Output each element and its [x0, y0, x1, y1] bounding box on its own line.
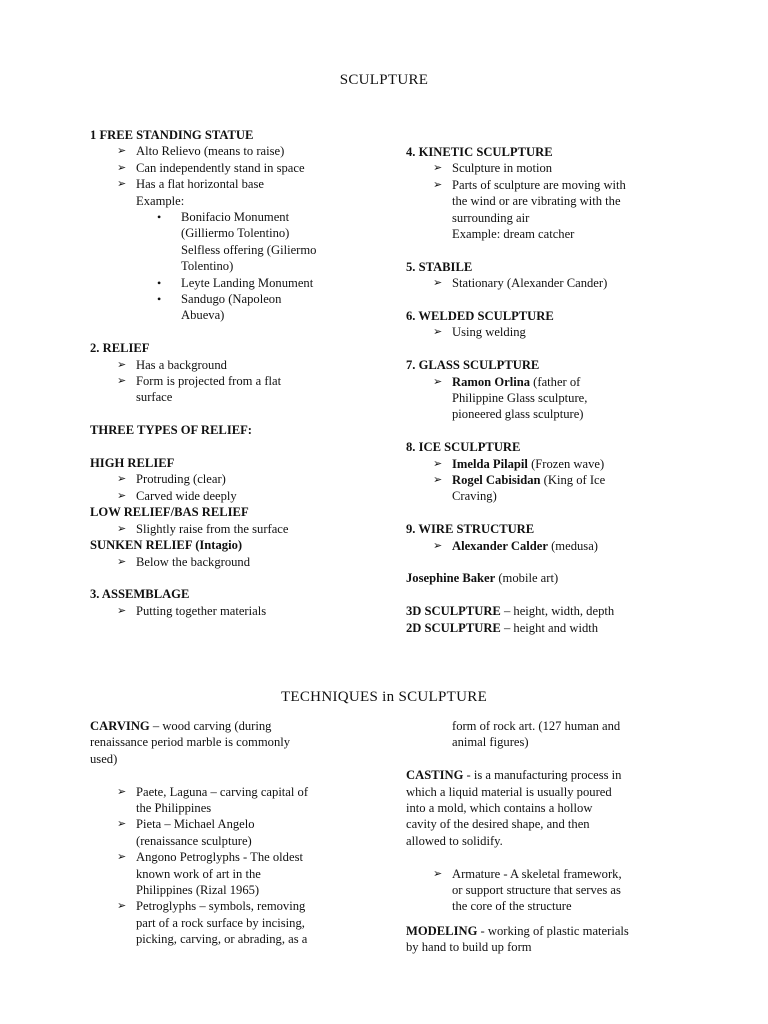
- list-item: ➢ Imelda Pilapil (Frozen wave): [433, 456, 605, 471]
- list-item-cont: Craving): [452, 489, 497, 504]
- section-heading: 1 FREE STANDING STATUE: [90, 128, 254, 142]
- arrow-bullet-icon: ➢: [117, 900, 127, 913]
- paragraph-cont: which a liquid material is usually poured: [406, 784, 612, 799]
- paragraph-cont: renaissance period marble is commonly: [90, 735, 291, 750]
- paragraph-cont: allowed to solidify.: [406, 833, 503, 848]
- paragraph-cont: used): [90, 751, 118, 766]
- section-heading: 3. ASSEMBLAGE: [90, 587, 190, 602]
- list-item: ➢ Rogel Cabisidan (King of Ice: [433, 473, 606, 488]
- list-item: ➢ Has a background: [117, 357, 227, 372]
- list-item-cont: Philippines (Rizal 1965): [136, 883, 260, 898]
- list-item-cont: the Philippines: [136, 801, 212, 816]
- list-item-cont: known work of art in the: [136, 866, 261, 881]
- bottom-left-column: [90, 718, 390, 948]
- paragraph-cont: into a mold, which contains a hollow: [406, 801, 593, 816]
- list-item: ➢ Below the background: [117, 554, 251, 569]
- list-item: ➢ Sculpture in motion: [433, 161, 553, 176]
- paragraph-cont: by hand to build up form: [406, 940, 532, 955]
- paragraph: CASTING - is a manufacturing process in: [406, 768, 622, 783]
- section-heading: 5. STABILE: [406, 259, 473, 274]
- list-item: ➢ Form is projected from a flat: [117, 374, 282, 389]
- section-heading: 9. WIRE STRUCTURE: [406, 522, 535, 537]
- list-item: ➢ Petroglyphs – symbols, removing: [117, 899, 306, 914]
- list-item: ➢ Slightly raise from the surface: [117, 521, 289, 536]
- sub-list-item: • Bonifacio Monument: [157, 210, 290, 225]
- list-item: ➢ Stationary (Alexander Cander): [433, 276, 608, 291]
- arrow-bullet-icon: ➢: [433, 178, 443, 191]
- sub-list-item-cont: Tolentino): [181, 259, 234, 274]
- sub-list-item-cont: Selfless offering (Giliermo: [181, 242, 317, 257]
- paragraph: Josephine Baker (mobile art): [406, 571, 559, 586]
- list-item: ➢ Armature - A skeletal framework,: [433, 866, 622, 881]
- arrow-bullet-icon: ➢: [433, 539, 443, 552]
- list-item: ➢ Can independently stand in space: [117, 160, 305, 175]
- arrow-bullet-icon: ➢: [433, 162, 443, 175]
- arrow-bullet-icon: ➢: [117, 178, 127, 191]
- paragraph: MODELING - working of plastic materials: [406, 923, 629, 938]
- arrow-bullet-icon: ➢: [117, 604, 127, 617]
- list-item-cont: (renaissance sculpture): [136, 833, 252, 848]
- list-item-cont: animal figures): [452, 735, 529, 750]
- example-label: Example:: [136, 193, 185, 208]
- arrow-bullet-icon: ➢: [117, 375, 127, 388]
- list-item-cont: pioneered glass sculpture): [452, 407, 584, 422]
- arrow-bullet-icon: ➢: [433, 375, 443, 388]
- paragraph: CARVING – wood carving (during: [90, 719, 272, 733]
- list-item: ➢ Pieta – Michael Angelo: [117, 817, 255, 832]
- arrow-bullet-icon: ➢: [433, 457, 443, 470]
- paragraph: 2D SCULPTURE – height and width: [406, 620, 599, 635]
- sub-list-item-cont: Abueva): [181, 308, 225, 323]
- section-heading: 2. RELIEF: [90, 341, 150, 356]
- sub-list-item: • Sandugo (Napoleon: [157, 292, 282, 307]
- dot-bullet-icon: •: [157, 210, 162, 225]
- arrow-bullet-icon: ➢: [117, 358, 127, 371]
- arrow-bullet-icon: ➢: [117, 145, 127, 158]
- section-heading: 4. KINETIC SCULPTURE: [406, 145, 553, 159]
- dot-bullet-icon: •: [157, 275, 162, 290]
- arrow-bullet-icon: ➢: [433, 277, 443, 290]
- list-item: ➢ Alexander Calder (medusa): [433, 538, 598, 553]
- section-title: TECHNIQUES in SCULPTURE: [280, 689, 488, 705]
- list-item-cont: surrounding air: [452, 210, 530, 225]
- sub-list-item: • Leyte Landing Monument: [157, 275, 314, 290]
- list-item-cont: part of a rock surface by incising,: [136, 915, 305, 930]
- list-item: ➢ Carved wide deeply: [117, 488, 237, 503]
- arrow-bullet-icon: ➢: [117, 473, 127, 486]
- arrow-bullet-icon: ➢: [117, 489, 127, 502]
- section-heading: SUNKEN RELIEF (Intagio): [90, 538, 243, 553]
- paragraph: 3D SCULPTURE – height, width, depth: [406, 604, 615, 619]
- list-item: ➢ Using welding: [433, 325, 526, 340]
- list-item-cont: form of rock art. (127 human and: [452, 719, 621, 733]
- arrow-bullet-icon: ➢: [117, 818, 127, 831]
- list-item-cont: or support structure that serves as: [452, 883, 621, 898]
- dot-bullet-icon: •: [157, 292, 162, 307]
- arrow-bullet-icon: ➢: [433, 326, 443, 339]
- list-item: ➢ Paete, Laguna – carving capital of: [117, 784, 309, 799]
- arrow-bullet-icon: ➢: [117, 785, 127, 798]
- arrow-bullet-icon: ➢: [117, 555, 127, 568]
- section-heading: LOW RELIEF/BAS RELIEF: [90, 505, 249, 520]
- right-column: [406, 144, 706, 636]
- section-heading: 6. WELDED SCULPTURE: [406, 309, 554, 324]
- paragraph-cont: cavity of the desired shape, and then: [406, 817, 590, 832]
- list-item-cont: the core of the structure: [452, 899, 572, 914]
- left-column: [90, 127, 390, 619]
- section-heading: HIGH RELIEF: [90, 456, 175, 471]
- list-item: ➢ Ramon Orlina (father of: [433, 374, 581, 389]
- section-heading: THREE TYPES OF RELIEF:: [90, 423, 253, 438]
- list-item: ➢ Putting together materials: [117, 603, 267, 618]
- section-heading: 8. ICE SCULPTURE: [406, 440, 521, 455]
- arrow-bullet-icon: ➢: [433, 474, 443, 487]
- list-item-cont: Philippine Glass sculpture,: [452, 391, 588, 406]
- page-title: SCULPTURE: [339, 72, 429, 88]
- list-item-cont: the wind or are vibrating with the: [452, 194, 621, 209]
- arrow-bullet-icon: ➢: [117, 851, 127, 864]
- list-item: ➢ Angono Petroglyphs - The oldest: [117, 850, 303, 865]
- sub-list-item-cont: (Gilliermo Tolentino): [181, 226, 290, 241]
- arrow-bullet-icon: ➢: [433, 867, 443, 880]
- arrow-bullet-icon: ➢: [117, 522, 127, 535]
- arrow-bullet-icon: ➢: [117, 161, 127, 174]
- list-item-cont: Example: dream catcher: [452, 227, 575, 242]
- list-item: ➢ Has a flat horizontal base: [117, 177, 264, 192]
- list-item: ➢ Parts of sculpture are moving with: [433, 177, 626, 192]
- bottom-right-column: [406, 718, 706, 956]
- list-item-cont: picking, carving, or abrading, as a: [136, 932, 308, 947]
- list-item: ➢ Alto Relievo (means to raise): [117, 144, 285, 159]
- section-heading: 7. GLASS SCULPTURE: [406, 358, 540, 373]
- list-item: ➢ Protruding (clear): [117, 472, 226, 487]
- list-item-cont: surface: [136, 390, 173, 405]
